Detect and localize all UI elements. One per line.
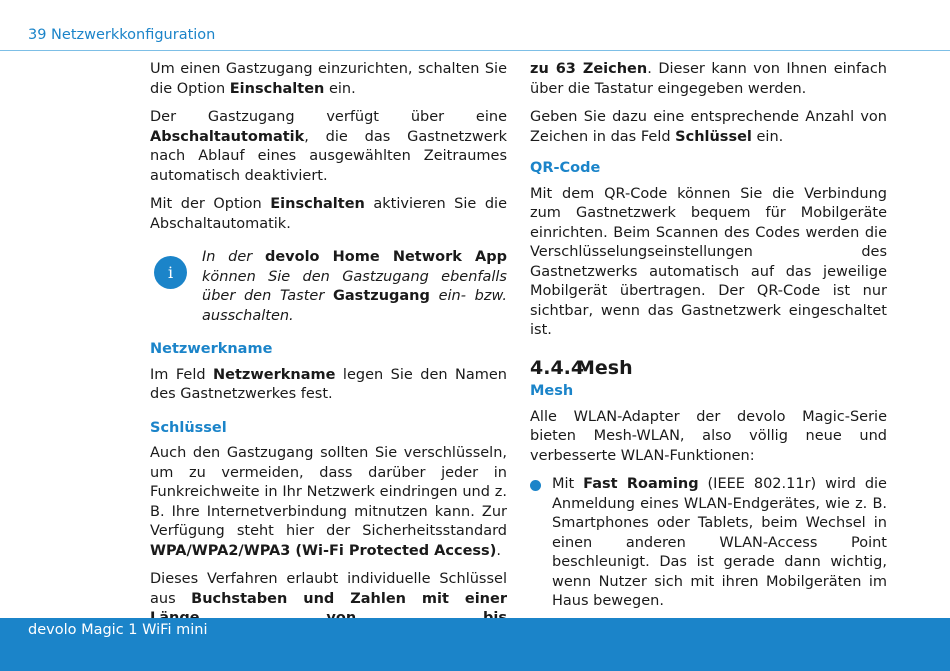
section-number: 4.4.4 [530,356,585,379]
heading-network-name: Netzwerkname [150,341,273,357]
paragraph-key-length: Dieses Verfahren erlaubt individuelle Schlüssel aus Buchstaben und Zahlen mit einer [150,571,507,607]
left-column [150,60,507,629]
section-title: Mesh [576,356,633,379]
paragraph-network-name: Im Feld Netzwerkname legen Sie den Namen des Gastnetzwerkes fest. [150,366,507,402]
info-note [150,248,507,326]
paragraph-enable-auto-off: Mit der Option Einschalten aktivieren Sie die Abschaltautomatik. [150,196,508,232]
footer-bar [0,618,950,671]
info-icon: i [154,256,187,289]
heading-mesh: Mesh [530,383,574,399]
heading-qr-code: QR-Code [530,160,601,176]
paragraph-key-chars: zu 63 Zeichen. Dieser kann von Ihnen einfach über die Tastatur eingegeben werden. [530,61,887,97]
list-item: Mit Fast Roaming (IEEE 802.11r) wird die Anmeldung eines WLAN-Endgerätes, wie z. B. Smartphones oder Tablets, beim Wechsel in einen anderen WLAN-Access Point beschleunigt. Das ist gerade dann wichtig, wenn Nutzer sich mit ihren Mobilgeräten im Haus bewegen. [530,475,887,612]
paragraph-qr-code: Mit dem QR-Code können Sie die Verbindung zum Gastnetzwerk bequem für Mobilgeräte einrichten. Beim Scannen des Codes werden die Verschlüsselungseinstellungen des Gastnetzwerks automatisch auf das jeweilige Mobilgerät übertragen. Der QR-Code ist nur sichtbar, wenn das Gastnetzwerk eingeschaltet ist. [530,185,887,338]
paragraph-guest-access: Um einen Gastzugang einzurichten, schalten Sie die Option Einschalten ein. [150,61,507,97]
info-note-text: In der devolo Home Network App können Sie den Gastzugang ebenfalls über den Taster Gastzugang ein- bzw. ausschalten. [202,249,507,324]
heading-key: Schlüssel [150,419,227,436]
right-column [530,60,887,612]
paragraph-encryption: Auch den Gastzugang sollten Sie verschlüsseln, um zu vermeiden, dass darüber jeder in Funkreichweite in Ihr Netzwerk eindringen und z. B. Ihre Internetverbindung mitnutzen kann. Zur Verfügung steht hier der Sicherheitsstandard WPA/WPA2/WPA3 (Wi-Fi Protected Access). [150,445,507,559]
bullet-dot-icon [530,480,541,491]
paragraph-auto-off: Der Gastzugang verfügt über eine Abschaltautomatik, die das Gastnetzwerk nach Ablauf eines ausgewählten Zeitraumes automatisch deaktiviert. [150,109,507,184]
section-heading-mesh [530,356,887,379]
paragraph-enter-key: Geben Sie dazu eine entsprechende Anzahl von Zeichen in das Feld Schlüssel ein. [530,109,887,145]
footer-product-name: devolo Magic 1 WiFi mini [28,622,208,638]
header-rule [0,50,950,51]
page-header: 39 Netzwerkkonfiguration [28,27,216,43]
paragraph-mesh-intro: Alle WLAN-Adapter der devolo Magic-Serie bieten Mesh-WLAN, also völlig neue und verbesserte WLAN-Funktionen: [530,408,887,464]
